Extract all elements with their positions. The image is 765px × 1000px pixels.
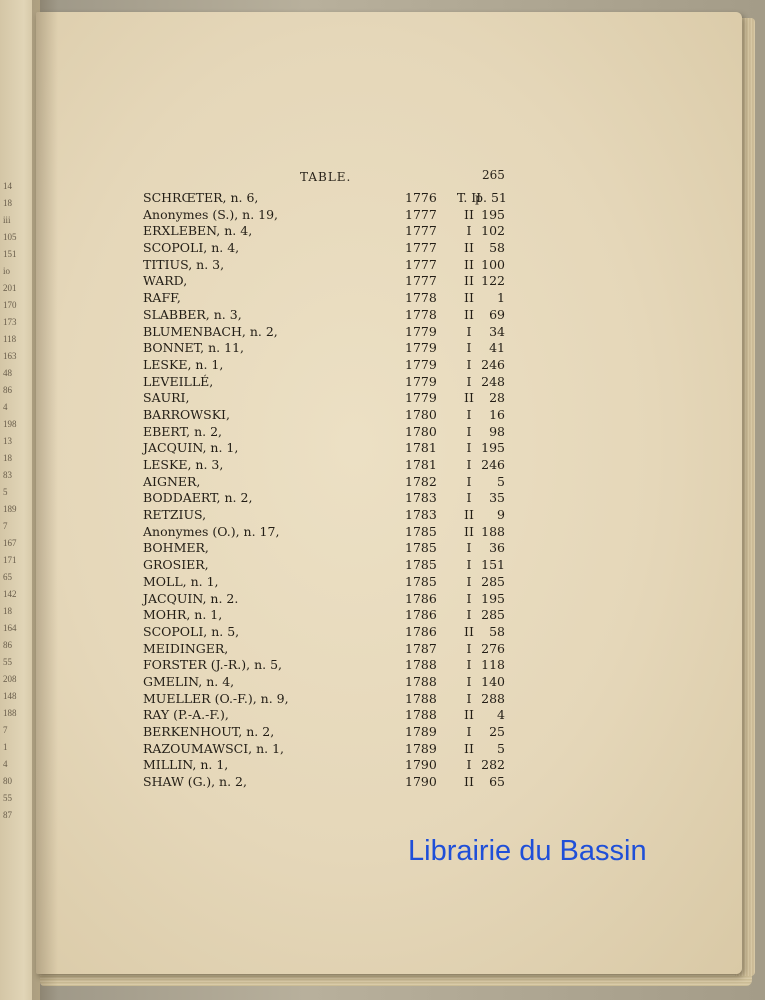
index-row [143,674,513,691]
entry-name: TITIUS, n. 3, [143,256,225,272]
left-page-fragment: 164 [3,623,17,633]
entry-page: 9 [497,507,505,523]
left-page-fragment: 163 [3,351,17,361]
entry-year: 1778 [405,290,437,306]
entry-name: SCOPOLI, n. 5, [143,623,240,639]
entry-name: GROSIER, [143,557,209,573]
entry-page: 35 [489,490,505,506]
index-row [143,207,513,224]
left-page-fragment: 4 [3,759,8,769]
entry-page: 65 [489,774,505,790]
index-row [143,540,513,557]
entry-page: 151 [481,557,505,573]
entry-volume: II [464,290,474,306]
entry-name: FORSTER (J.-R.), n. 5, [143,657,282,673]
entry-name: GMELIN, n. 4, [143,673,235,689]
entry-name: RAY (P.-A.-F.), [143,707,229,723]
left-page-fragment: 18 [3,606,12,616]
entry-name: RETZIUS, [143,507,207,523]
entry-name: MILLIN, n. 1, [143,757,229,773]
entry-name: RAZOUMAWSCI, n. 1, [143,740,285,756]
entry-page: 248 [481,373,505,389]
left-page-fragment: 18 [3,453,12,463]
left-page-fragment: 198 [3,419,17,429]
index-row [143,524,513,541]
entry-volume: I [466,323,472,339]
left-page-fragments [3,178,29,824]
index-row [143,240,513,257]
left-page-fragment: 1 [3,742,8,752]
index-row [143,324,513,341]
left-page-fragment: 4 [3,402,8,412]
entry-page: 69 [489,306,505,322]
entry-volume: I [466,540,472,556]
entry-year: 1786 [405,590,437,606]
entry-year: 1785 [405,573,437,589]
left-page-fragment: 171 [3,555,17,565]
entry-page: 1 [497,290,505,306]
entry-volume: I [466,440,472,456]
entry-year: 1777 [405,273,437,289]
entry-page: 122 [481,273,505,289]
entry-year: 1781 [405,440,437,456]
entry-year: 1783 [405,490,437,506]
left-page-fragment: 7 [3,521,8,531]
entry-volume: T. II [456,190,482,205]
entry-name: RAFF, [143,290,181,306]
index-row [143,257,513,274]
entry-name: AIGNER, [143,473,201,489]
entry-year: 1779 [405,356,437,372]
entry-page: 118 [481,657,505,673]
entry-name: BOHMER, [143,540,209,556]
index-row [143,724,513,741]
entry-volume: I [466,406,472,422]
index-row [143,574,513,591]
entry-page: 140 [481,673,505,689]
entry-volume: I [466,473,472,489]
left-page-fragment: 173 [3,317,17,327]
entry-page: 100 [481,256,505,272]
entry-year: 1783 [405,507,437,523]
entry-volume: I [466,490,472,506]
index-row [143,757,513,774]
index-row [143,390,513,407]
entry-volume: II [464,256,474,272]
left-page-fragment: 18 [3,198,12,208]
entry-year: 1790 [405,757,437,773]
entry-year: 1780 [405,406,437,422]
left-page-fragment: 118 [3,334,17,344]
index-table [143,190,513,791]
index-row [143,223,513,240]
entry-page: 102 [481,223,505,239]
index-row [143,607,513,624]
index-row [143,290,513,307]
left-page-fragment: iii [3,215,11,225]
entry-volume: I [466,690,472,706]
entry-page: 246 [481,356,505,372]
entry-page: 195 [481,590,505,606]
entry-volume: II [464,273,474,289]
entry-page: 288 [481,690,505,706]
entry-volume: I [466,590,472,606]
entry-volume: II [464,707,474,723]
entry-name: BERKENHOUT, n. 2, [143,724,275,739]
entry-name: LESKE, n. 1, [143,356,224,372]
entry-name: BODDAERT, n. 2, [143,490,253,506]
entry-page: 58 [489,623,505,639]
index-row [143,741,513,758]
entry-year: 1780 [405,423,437,439]
entry-volume: II [464,523,474,539]
left-page-fragment: 55 [3,793,12,803]
entry-year: 1777 [405,240,437,256]
entry-page: 282 [481,757,505,773]
left-page-fragment: 7 [3,725,8,735]
entry-page: 5 [497,473,505,489]
entry-year: 1788 [405,690,437,706]
entry-year: 1777 [405,206,437,222]
entry-volume: II [464,240,474,256]
entry-year: 1789 [405,724,437,739]
entry-page: 58 [489,240,505,256]
left-page-fragment: 5 [3,487,8,497]
left-page-fragment: 87 [3,810,12,820]
entry-name: SHAW (G.), n. 2, [143,774,247,790]
entry-volume: I [466,607,472,623]
entry-name: BONNET, n. 11, [143,340,244,356]
left-page-fragment: 65 [3,572,12,582]
entry-volume: I [466,757,472,773]
left-page-fragment: 13 [3,436,12,446]
entry-name: SCHRŒTER, n. 6, [143,190,259,205]
entry-name: WARD, [143,273,188,289]
entry-page: 195 [481,206,505,222]
entry-year: 1788 [405,673,437,689]
index-row [143,424,513,441]
entry-name: JACQUIN, n. 1, [143,440,239,456]
entry-page: 25 [489,724,505,739]
entry-name: MOLL, n. 1, [143,573,219,589]
entry-year: 1779 [405,373,437,389]
entry-name: SAURI, [143,390,190,406]
index-row [143,440,513,457]
entry-name: MEIDINGER, [143,640,229,656]
entry-year: 1787 [405,640,437,656]
left-page-fragment: 167 [3,538,17,548]
entry-volume: I [466,673,472,689]
index-row [143,641,513,658]
entry-volume: I [466,724,472,739]
entry-name: ERXLEBEN, n. 4, [143,223,253,239]
index-row [143,457,513,474]
entry-page: 246 [481,457,505,472]
entry-page: 34 [489,323,505,339]
entry-name: MOHR, n. 1, [143,607,223,623]
entry-page: 285 [481,607,505,623]
index-row [143,657,513,674]
left-page-fragment: 208 [3,674,17,684]
entry-volume: II [464,507,474,523]
entry-volume: II [464,740,474,756]
entry-year: 1776 [405,190,437,205]
entry-year: 1781 [405,457,437,472]
entry-volume: I [466,356,472,372]
entry-volume: I [466,423,472,439]
left-page-edge [0,0,40,1000]
left-page-fragment: 48 [3,368,12,378]
entry-year: 1779 [405,390,437,406]
entry-name: LESKE, n. 3, [143,457,224,472]
index-row [143,774,513,791]
entry-volume: I [466,223,472,239]
entry-year: 1786 [405,623,437,639]
index-row [143,507,513,524]
left-page-fragment: 80 [3,776,12,786]
entry-year: 1789 [405,740,437,756]
entry-volume: I [466,457,472,472]
entry-year: 1782 [405,473,437,489]
entry-volume: I [466,373,472,389]
entry-page: 5 [497,740,505,756]
index-row [143,474,513,491]
entry-year: 1779 [405,340,437,356]
left-page-fragment: 86 [3,385,12,395]
left-page-fragment: 142 [3,589,17,599]
entry-volume: II [464,390,474,406]
entry-volume: I [466,657,472,673]
entry-volume: II [464,206,474,222]
index-row [143,374,513,391]
entry-page: 28 [489,390,505,406]
entry-page: 98 [489,423,505,439]
left-page-fragment: 148 [3,691,17,701]
bookseller-watermark: Librairie du Bassin [408,835,647,867]
entry-name: BARROWSKI, [143,406,230,422]
running-head: TABLE. [300,170,352,184]
left-page-fragment: 55 [3,657,12,667]
index-row [143,624,513,641]
index-row [143,407,513,424]
index-row [143,557,513,574]
entry-volume: II [464,306,474,322]
entry-name: JACQUIN, n. 2. [143,590,239,606]
entry-volume: I [466,640,472,656]
entry-year: 1788 [405,707,437,723]
entry-page: 285 [481,573,505,589]
entry-year: 1786 [405,607,437,623]
left-page-fragment: 86 [3,640,12,650]
left-page-fragment: 83 [3,470,12,480]
left-page-fragment: 188 [3,708,17,718]
left-page-fragment: 201 [3,283,17,293]
entry-year: 1788 [405,657,437,673]
entry-page: 41 [489,340,505,356]
index-row [143,307,513,324]
index-row [143,340,513,357]
entry-year: 1785 [405,523,437,539]
entry-year: 1777 [405,256,437,272]
entry-year: 1790 [405,774,437,790]
index-row [143,273,513,290]
entry-page: 4 [497,707,505,723]
entry-name: EBERT, n. 2, [143,423,222,439]
page-number: 265 [482,168,505,182]
entry-name: Anonymes (S.), n. 19, [143,206,279,222]
index-row [143,190,513,207]
entry-name: MUELLER (O.-F.), n. 9, [143,690,289,706]
entry-page: 16 [489,406,505,422]
index-row [143,357,513,374]
entry-name: Anonymes (O.), n. 17, [143,523,280,539]
entry-year: 1777 [405,223,437,239]
entry-volume: II [464,774,474,790]
entry-page: 276 [481,640,505,656]
entry-page: p. 51 [475,190,507,205]
entry-volume: II [464,623,474,639]
left-page-fragment: 151 [3,249,17,259]
entry-year: 1778 [405,306,437,322]
entry-volume: I [466,573,472,589]
entry-year: 1785 [405,540,437,556]
entry-name: SLABBER, n. 3, [143,306,242,322]
entry-page: 36 [489,540,505,556]
entry-name: BLUMENBACH, n. 2, [143,323,278,339]
index-row [143,591,513,608]
index-row [143,490,513,507]
entry-year: 1785 [405,557,437,573]
left-page-fragment: 189 [3,504,17,514]
entry-name: LEVEILLÉ, [143,373,214,389]
left-page-fragment: io [3,266,11,276]
left-page-fragment: 105 [3,232,17,242]
left-page-fragment: 14 [3,181,12,191]
entry-page: 188 [481,523,505,539]
entry-volume: I [466,557,472,573]
left-page-fragment: 170 [3,300,17,310]
entry-year: 1779 [405,323,437,339]
entry-name: SCOPOLI, n. 4, [143,240,240,256]
index-row [143,707,513,724]
entry-page: 195 [481,440,505,456]
entry-volume: I [466,340,472,356]
index-row [143,691,513,708]
